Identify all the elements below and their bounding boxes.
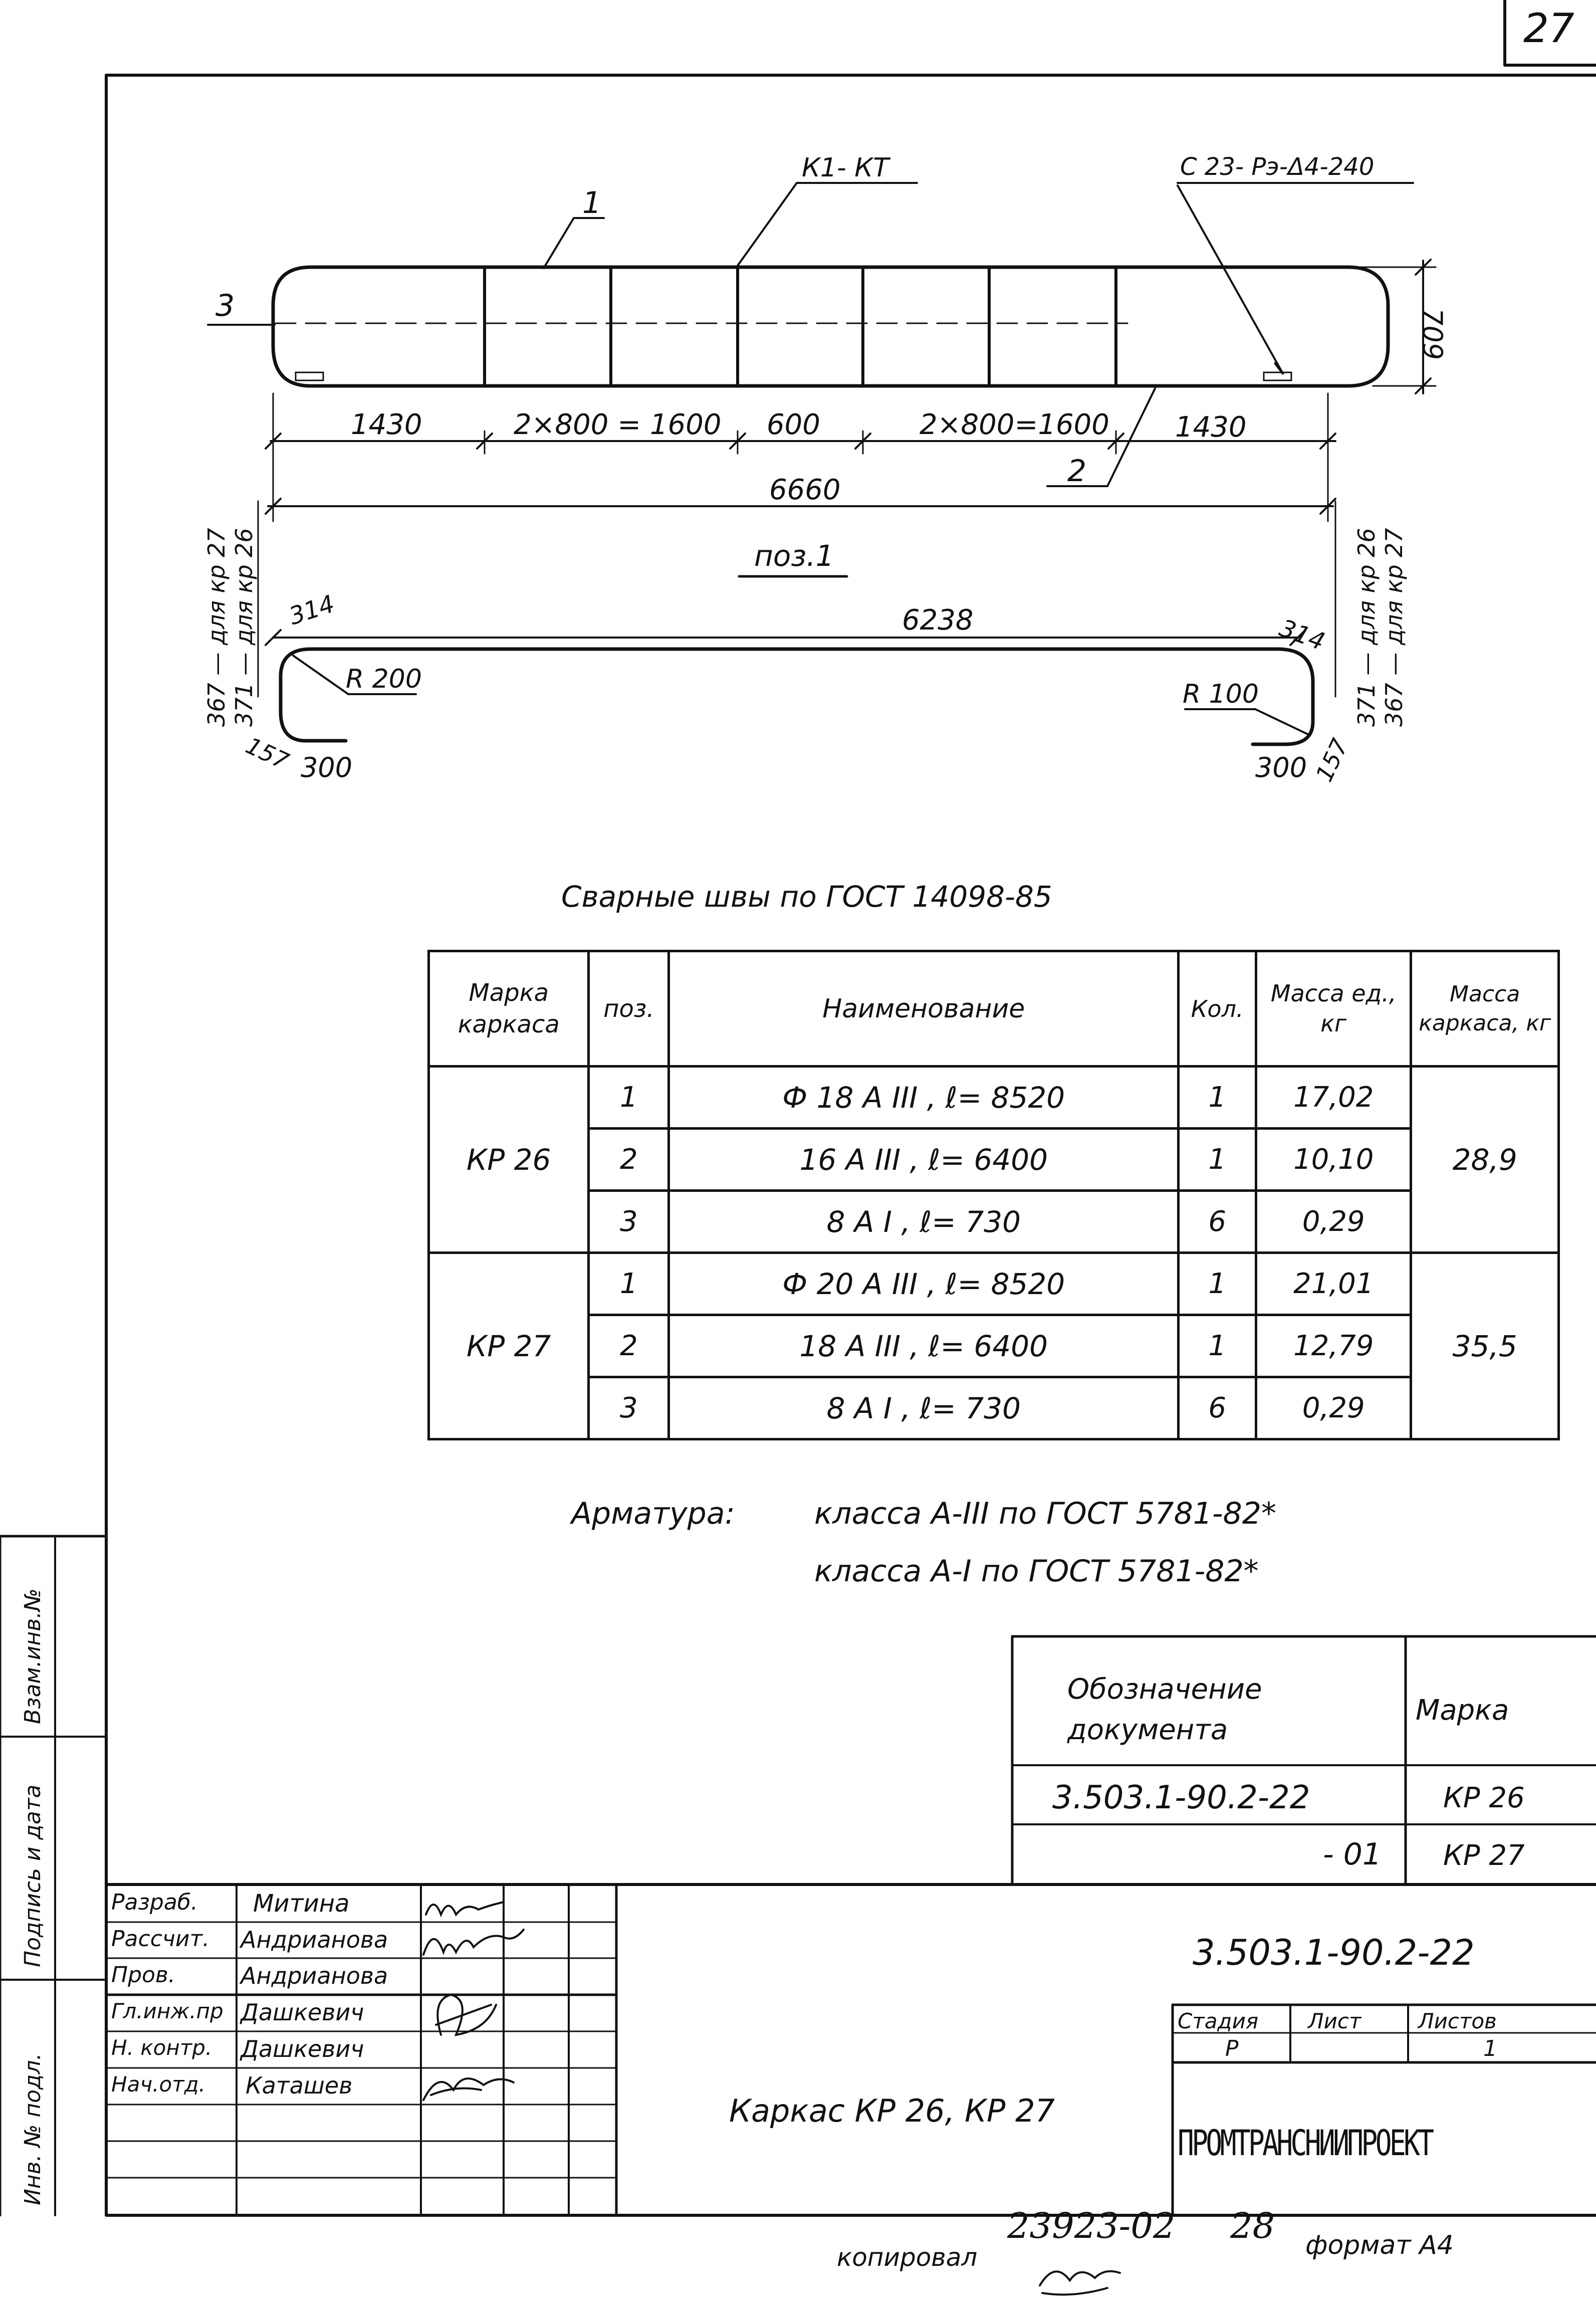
mark-kp26: КР 26 [429, 1067, 589, 1253]
left-length-kp27: 367 — для кр 27 [203, 528, 230, 727]
name-cell: 8 А I , ℓ= 730 [669, 1377, 1179, 1439]
pos1-left-end: 300 [301, 752, 353, 783]
copied-label: копировал [837, 2243, 978, 2272]
welds-note: Сварные швы по ГОСТ 14098-85 [561, 880, 1052, 914]
mass-cell: 21,01 [1256, 1253, 1411, 1315]
mass-cell: 12,79 [1256, 1315, 1411, 1377]
signature-katashev [423, 2078, 514, 2100]
table-row [429, 1129, 1559, 1191]
role-norm-control: Н. контр. [111, 2035, 212, 2060]
name-developer: Митина [253, 1890, 350, 1918]
dim-2x800-right: 2×800=1600 [920, 408, 1109, 441]
role-calculated: Рассчит. [111, 1926, 210, 1952]
name-cell: 18 А III , ℓ= 6400 [669, 1315, 1179, 1377]
signature-andrianova [423, 1930, 524, 1955]
pos-cell: 1 [589, 1067, 669, 1129]
signature-copied [1040, 2271, 1120, 2295]
format-label: формат А4 [1305, 2230, 1454, 2260]
header-unit-mass: Масса ед., кг [1256, 951, 1411, 1067]
pos1-title: поз.1 [754, 539, 834, 573]
pos-cell: 3 [589, 1377, 669, 1439]
dim-1430-right: 1430 [1175, 411, 1247, 444]
table-row [429, 1315, 1559, 1377]
support-right [1264, 372, 1291, 380]
stage-value: Р [1225, 2036, 1239, 2061]
dim-total-6660: 6660 [769, 474, 841, 506]
table-row [429, 1377, 1559, 1439]
pos1-bar [281, 649, 1313, 744]
mass-cell: 17,02 [1256, 1067, 1411, 1129]
pos1-right-radius: R 100 [1183, 679, 1259, 709]
right-length-kp26: 371 — для кр 26 [1353, 528, 1380, 727]
callout-kt: К1- КТ [802, 153, 889, 183]
table-row [429, 1253, 1559, 1315]
title-block-doc-code: 3.503.1-90.2-22 [1193, 1932, 1475, 1973]
role-chief-engineer: Гл.инж.пр [111, 1999, 223, 2023]
mass-cell: 0,29 [1256, 1191, 1411, 1253]
callout-pos2: 2 [1067, 454, 1087, 489]
name-cell: 8 А I , ℓ= 730 [669, 1191, 1179, 1253]
qty-cell: 1 [1179, 1315, 1256, 1377]
callout-pos3: 3 [215, 288, 235, 323]
stamp-signature-date: Подпись и дата [20, 1784, 46, 1967]
header-qty: Кол. [1179, 951, 1256, 1067]
table-row [429, 1191, 1559, 1253]
header-name: Наименование [669, 951, 1179, 1067]
qty-cell: 6 [1179, 1377, 1256, 1439]
drawing-title: Каркас КР 26, КР 27 [729, 2092, 1055, 2129]
header-pos: поз. [589, 951, 669, 1067]
callout-pos1: 1 [582, 185, 602, 221]
page-number: 28 [1230, 2205, 1275, 2246]
signature-mitina [426, 1902, 504, 1915]
name-checked: Андрианова [241, 1962, 388, 1989]
spec-table [427, 950, 1560, 1440]
table-row [429, 1067, 1559, 1129]
organization-name: ПРОМТРАНСНИИПРОЕКТ [1178, 2123, 1432, 2164]
armature-line1: класса А-III по ГОСТ 5781-82* [814, 1496, 1277, 1531]
total-kp26: 28,9 [1411, 1067, 1559, 1253]
sheets-header: Листов [1418, 2009, 1497, 2033]
height-dimension: 709 [1417, 308, 1448, 360]
role-dept-head: Нач.отд. [111, 2072, 206, 2097]
pos1-left-angle: 157 [242, 732, 293, 775]
sheets-value: 1 [1483, 2036, 1497, 2061]
sheet-header: Лист [1308, 2009, 1361, 2033]
armature-label: Арматура: [571, 1496, 735, 1531]
total-kp27: 35,5 [1411, 1253, 1559, 1439]
doc-variant: - 01 [1323, 1837, 1382, 1872]
right-length-kp27: 367 — для кр 27 [1381, 528, 1408, 727]
pos1-right-hook: 314 [1275, 614, 1329, 656]
dim-1430-left: 1430 [351, 408, 422, 441]
pos1-right-angle: 157 [1310, 734, 1354, 786]
stage-header: Стадия [1178, 2009, 1259, 2033]
qty-cell: 6 [1179, 1191, 1256, 1253]
mark-kp27: КР 27 [429, 1253, 589, 1439]
name-cell: Ф 18 А III , ℓ= 8520 [669, 1067, 1179, 1129]
qty-cell: 1 [1179, 1253, 1256, 1315]
name-calculated: Андрианова [241, 1926, 388, 1953]
qty-cell: 1 [1179, 1129, 1256, 1191]
name-cell: Ф 20 А III , ℓ= 8520 [669, 1253, 1179, 1315]
stamp-original-inv: Инв. № подл. [20, 2053, 46, 2205]
name-dept-head: Каташев [246, 2072, 353, 2099]
pos-cell: 1 [589, 1253, 669, 1315]
signature-dashkevich [436, 1995, 496, 2035]
pos-cell: 3 [589, 1191, 669, 1253]
stamp-replacement-inv: Взам.инв.№ [20, 1588, 46, 1724]
qty-cell: 1 [1179, 1067, 1256, 1129]
header-cage-mass: Масса каркаса, кг [1411, 951, 1559, 1067]
pos-cell: 2 [589, 1129, 669, 1191]
name-cell: 16 А III , ℓ= 6400 [669, 1129, 1179, 1191]
pos1-length: 6238 [902, 604, 974, 637]
doc-mark-kp27: КР 27 [1443, 1839, 1525, 1872]
header-mark: Марка каркаса [429, 951, 589, 1067]
dim-2x800-left: 2×800 = 1600 [514, 408, 722, 441]
mass-cell: 0,29 [1256, 1377, 1411, 1439]
pos-cell: 2 [589, 1315, 669, 1377]
cage-outline [273, 267, 1388, 386]
mass-cell: 10,10 [1256, 1129, 1411, 1191]
dim-600: 600 [767, 408, 820, 441]
support-left [296, 372, 323, 380]
role-developer: Разраб. [111, 1890, 198, 1915]
name-chief-engineer: Дашкевич [241, 1999, 364, 2026]
name-norm-control: Дашкевич [241, 2035, 364, 2062]
copy-number: 23923-02 [1007, 2205, 1176, 2246]
spec-header-row [429, 951, 1559, 1067]
role-checked: Пров. [111, 1962, 175, 1988]
pos1-left-hook: 314 [286, 589, 338, 631]
sheet-number: 27 [1523, 5, 1574, 52]
armature-line2: класса А-I по ГОСТ 5781-82* [814, 1554, 1259, 1589]
left-length-kp26: 371 — для кр 26 [231, 528, 258, 727]
doc-table-header-designation: Обозначение документа [1067, 1673, 1262, 1747]
doc-mark-kp26: КР 26 [1443, 1782, 1525, 1814]
callout-weld: С 23- Рэ-Δ4-240 [1180, 153, 1375, 181]
pos1-right-end: 300 [1255, 752, 1307, 783]
doc-designation: 3.503.1-90.2-22 [1052, 1779, 1310, 1816]
doc-table-header-mark: Марка [1416, 1694, 1509, 1727]
pos1-left-radius: R 200 [346, 664, 422, 694]
